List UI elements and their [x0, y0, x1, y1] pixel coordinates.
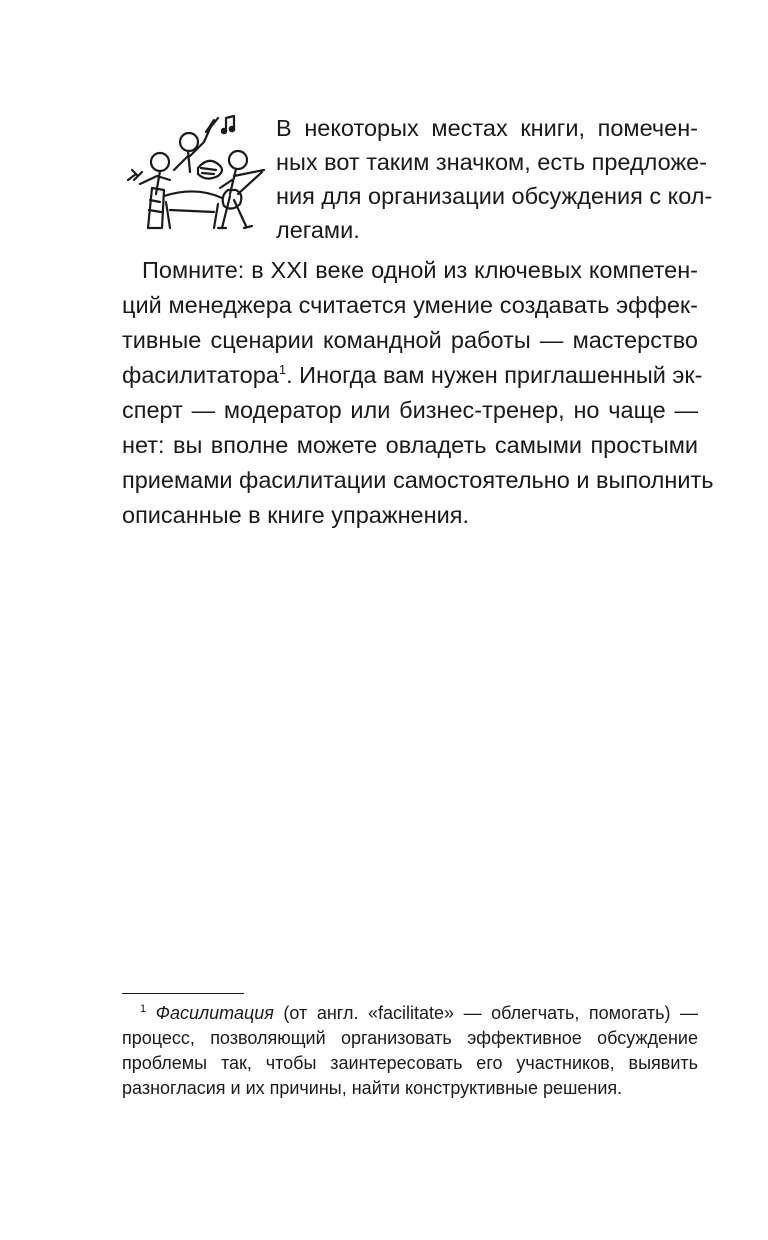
paragraph-line: Помните: в XXI веке одной из ключевых компетен-	[142, 257, 698, 283]
footnote-term-ref: фасилитатора	[122, 362, 279, 388]
footnote-line: процесс, позволяющий организовать эффективное обсуждение	[122, 1028, 698, 1048]
paragraph-line-tail: . Иногда вам нужен приглашенный эк-	[286, 362, 703, 388]
paragraph-line	[122, 358, 703, 392]
footnote-line: разногласия и их причины, найти конструктивные решения.	[122, 1078, 623, 1098]
intro-text-line: ния для организации обсуждения с кол-	[276, 183, 713, 209]
paragraph-line: нет: вы вполне можете овладеть самыми простыми	[122, 432, 698, 458]
intro-text-line: ных вот таким значком, есть предложе-	[276, 149, 708, 175]
footnote-line: проблемы так, чтобы заинтересовать его участников, выявить	[122, 1053, 698, 1073]
footnote-term: Фасилитация	[155, 1003, 274, 1023]
paragraph-line: ций менеджера считается умение создавать эффек-	[122, 292, 698, 318]
footnote-separator	[122, 993, 244, 994]
paragraph-line: сперт — модератор или бизнес-тренер, но чаще —	[122, 397, 698, 423]
facilitation-group-icon	[126, 110, 272, 250]
paragraph-line: приемами фасилитации самостоятельно и выполнить	[122, 467, 714, 493]
footnote-line-tail: (от англ. «facilitate» — облегчать, помогать) —	[273, 1003, 698, 1023]
intro-text-line: легами.	[276, 217, 360, 243]
footnote-reference-marker[interactable]: 1	[278, 362, 287, 377]
paragraph-line: описанные в книге упражнения.	[122, 502, 469, 528]
intro-text-line: В некоторых местах книги, помечен-	[276, 115, 698, 141]
paragraph-line: тивные сценарии командной работы — мастерство	[122, 327, 698, 353]
footnote-line	[140, 1000, 698, 1026]
footnote-marker: 1	[140, 1003, 147, 1015]
